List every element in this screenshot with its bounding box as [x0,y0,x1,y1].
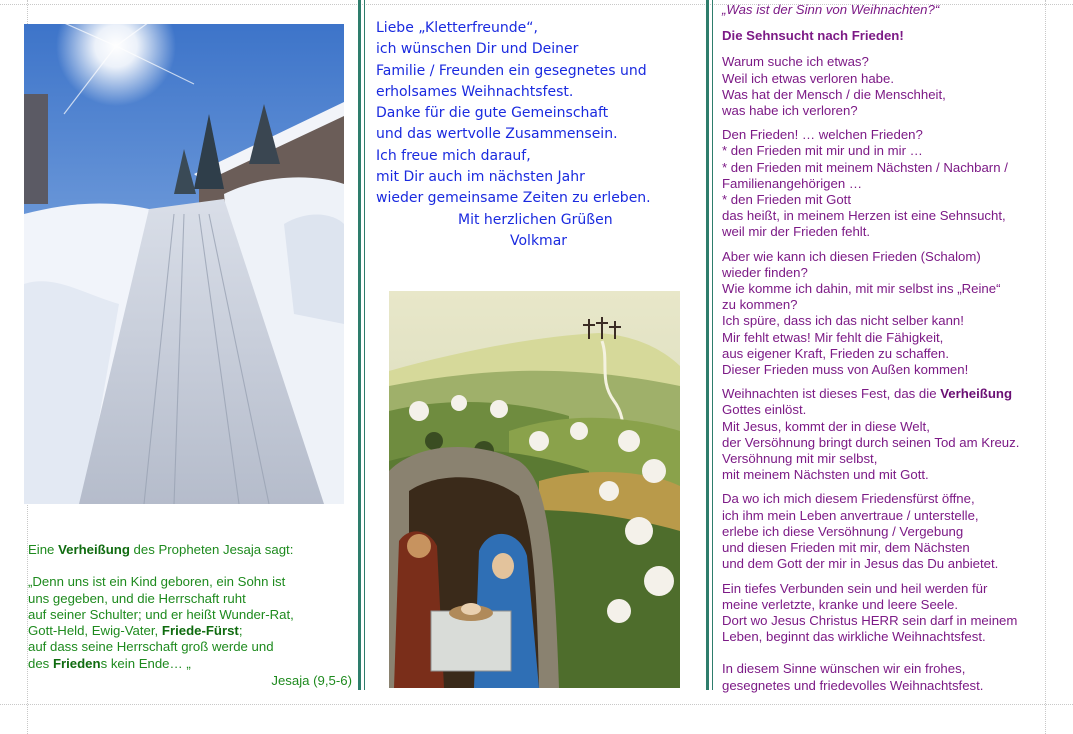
bible-reference: Jesaja (9,5-6) [271,673,352,689]
column-divider-2-line [712,0,713,690]
christmas-meaning-text [722,2,1067,702]
paragraph-3: Aber wie kann ich diesen Frieden (Schalom) wieder finden? Wie komme ich dahin, mit mir selbst ins „Reine“ zu kommen? Ich spüre, dass ich das nicht selber kann! Mir fehlt etwas! Mir fehlt die Fähigkeit, aus eigener Kraft, Frieden zu schaffen. Dieser Frieden muss von Außen kommen! [722,248,1001,378]
greeting-line: Liebe „Kletterfreunde“, [376,20,538,36]
greeting-line: Familie / Freunden ein gesegnetes und [376,62,647,79]
quote-line: des Friedens kein Ende… „ [28,655,191,671]
paragraph-6: Ein tiefes Verbunden sein und heil werden für meine verletzte, kranke und leere Seele. Dort wo Jesus Christus HERR sein darf in meinem Leben, beginnt das wirkliche Weihnachtsfest. [722,580,1018,645]
article-title: „Was ist der Sinn von Weihnachten?“ [722,2,940,17]
greeting-letter [376,18,696,252]
quote-line: auf dass seine Herrschaft groß werde und [28,639,274,655]
isaiah-quote [28,574,352,672]
prophecy-text [28,542,352,689]
prophecy-intro: Eine Verheißung des Propheten Jesaja sagt: [28,542,294,557]
paragraph-1: Warum suche ich etwas? Weil ich etwas verloren habe. Was hat der Mensch / die Menschheit, was habe ich verloren? [722,54,946,119]
paragraph-4: Weihnachten ist dieses Fest, das die Verheißung Gottes einlöst. Mit Jesus, kommt der in diese Welt, der Versöhnung bringt durch seinen Tod am Kreuz. Versöhnung mit mir selbst, mit meinem Nächsten und mit Gott. [722,386,1020,483]
quote-line: auf seiner Schulter; und er heißt Wunder-Rat, [28,606,294,622]
quote-line: „Denn uns ist ein Kind geboren, ein Sohn ist [28,574,286,590]
paragraph-5: Da wo ich mich diesem Friedensfürst öffne, ich ihm mein Leben anvertraue / unterstelle, erlebe ich diese Versöhnung / Vergebung und diesen Frieden mit mir, dem Nächsten und dem Gott der mir in Jesus das Du anbietet. [722,491,999,572]
greeting-line: mit Dir auch im nächsten Jahr [376,169,585,186]
spacer [28,558,352,574]
quote-line: uns gegeben, und die Herrschaft ruht [28,590,246,606]
quote-line: Gott-Held, Ewig-Vater, Friede-Fürst; [28,623,243,639]
article-heading: Die Sehnsucht nach Frieden! [722,28,904,44]
column-divider-1-line [364,0,365,690]
closing-greeting: Mit herzlichen Grüßen [458,211,613,228]
greeting-line: Ich freue mich darauf, [376,147,531,164]
column-divider-2 [706,0,709,690]
greeting-line: und das wertvolle Zusammensein. [376,126,618,143]
column-divider-1 [358,0,361,690]
greeting-line: Danke für die gute Gemeinschaft [376,105,609,122]
nativity-painting [389,291,680,688]
page-guide-bottom [0,704,1073,705]
greeting-line: erholsames Weihnachtsfest. [376,83,574,100]
paragraph-7: In diesem Sinne wünschen wir ein frohes, gesegnetes und friedevolles Weihnachtsfest. [722,661,984,693]
signature: Volkmar [510,232,568,249]
greeting-line: wieder gemeinsame Zeiten zu erleben. [376,190,651,207]
paragraph-2: Den Frieden! … welchen Frieden? * den Frieden mit mir und in mir … * den Frieden mit meinem Nächsten / Nachbarn / Familienangehörigen … * den Frieden mit Gott das heißt, in meinem Herzen ist eine Sehnsucht, weil mir der Frieden fehlt. [722,127,1008,240]
snowy-road-photo [24,24,344,504]
greeting-line: ich wünschen Dir und Deiner [376,41,579,58]
